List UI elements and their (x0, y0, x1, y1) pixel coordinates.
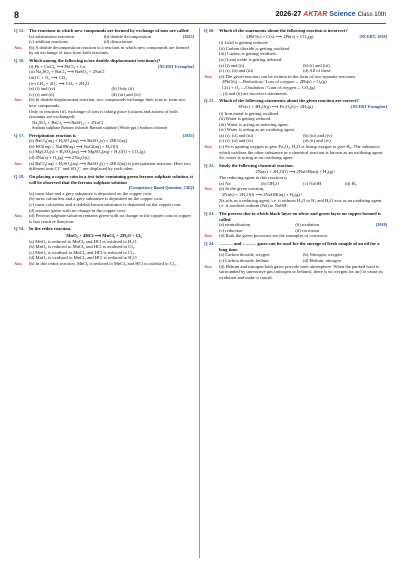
answer-note: Only in reaction (ii), exchange of ions is taking place (cations and anions of both reactants are exchanged). (29, 108, 178, 120)
reaction-item: (iii) C + O₂ ⟶ CO₂ (29, 74, 67, 80)
option: (b) MnO₂ is reduced to MnCl₂ and HCl is oxidised to Cl₂. (29, 244, 136, 250)
answer-text: (b) A double decomposition reaction is a reaction in which new compounds are formed by an exchange of ions from both reactants. (29, 44, 189, 56)
running-header (276, 11, 386, 20)
options (204, 252, 387, 263)
reaction-item: (ii) Na₂SO₄ + BaCl₂ ⟶ BaSO₄ + 2NaCl (29, 69, 105, 75)
option: (c) NaOH (303, 180, 322, 186)
answer-label: Ans. (14, 44, 23, 50)
statement: (i) Iron metal is getting oxidised. (219, 110, 280, 116)
question-number: Q 19. (14, 226, 25, 232)
answer-label: Ans. (204, 144, 213, 150)
reaction-item: (iv) CH₄ + 2O₂ ⟶ CO₂ + 2H₂O (29, 80, 90, 86)
option: (c) MgCO₃(s) + H₂SO₄(aq) ⟶ MgSO₄(aq) + H₂O(l) + CO₂(g) (29, 149, 145, 155)
statement: (iv) Water is acting as an oxidising agent. (219, 127, 296, 133)
right-column (204, 28, 387, 560)
equation-labels: Sodium sulphate Barium chloride Barium sulphate (White ppt.) Sodium chloride (32, 125, 168, 131)
equation: 2PbO(s) + C(s) ⟶ 2Pb(s) + CO₂(g) (246, 34, 314, 40)
option: (b) (iii) and (iv) (303, 132, 332, 138)
question-18 (14, 174, 194, 224)
options (14, 34, 179, 45)
option: (c) (i), (ii) and (iv) (219, 138, 254, 144)
option: (c) turns colourless and a reddish-brown substance is deposited on the copper coin. (29, 201, 182, 207)
answer-text: (c) Fe is gaining oxygen to give Fe₃O₄. H₂O is losing oxygen to give H₂. The substance which oxidises the other substance in a chemical reaction is known as an oxidising agent. So, water is acting as an oxidising agent. (219, 144, 384, 161)
option: (a) MnO₂ is reduced to MnCl₂ and HCl is oxidised to H₂O. (29, 238, 138, 244)
question-text: Study the following chemical reaction. (219, 163, 294, 169)
statement-list (204, 40, 387, 62)
question-text: Which of the statements about the following reaction is incorrect? (219, 28, 348, 33)
question-number: Q 18. (14, 173, 25, 179)
equation: 2Na(s) + 2H₂O(l) ⟶ 2NaOH(aq) + H₂(g)↑ (255, 169, 336, 175)
question-number: Q 21. (204, 98, 215, 104)
question-20 (204, 28, 387, 96)
brand-logo: AKTAR (303, 11, 328, 18)
option: (d) corrosion (295, 227, 320, 233)
header-class: Class 10th (357, 12, 386, 18)
option: (b) OH₂O (261, 180, 280, 186)
sub-question: The reducing agent in this reaction is (219, 175, 288, 181)
source-tag: [NCERT Exemplar] (351, 103, 387, 109)
option: (a) neutralisation (219, 222, 251, 228)
option: (c) (i), (ii) and (iii) (219, 68, 254, 74)
statement: (ii) Water is getting reduced. (219, 116, 272, 122)
page-number: 8 (14, 10, 20, 20)
answer-text: (a) In the given reaction, (219, 186, 265, 192)
question-19 (14, 226, 194, 266)
option: (b) (i) and (iii) (303, 62, 330, 68)
answer-text: (a) BaCl₂(aq) + H₂SO₄(aq) ⟶ BaSO₄(s) + 2HCl(aq) is precipitation reaction. Here two different ions Cl⁻ and SO₄²⁻ are displaced by each other. (29, 160, 191, 172)
answer-label: Ans. (204, 186, 213, 192)
option: (b) turns colourless and a grey substance is deposited on the copper coin. (29, 196, 164, 202)
options (14, 138, 194, 160)
question-21 (204, 98, 387, 161)
option: (c) addition reactions (29, 39, 69, 45)
question-text-span: Precipitation reaction is (29, 132, 76, 138)
options (14, 86, 194, 97)
answer-label: Ans. (14, 213, 23, 219)
header-rule (14, 23, 386, 24)
option: (a) turns blue and a grey substance is deposited on the copper coin. (29, 190, 153, 196)
option: (d) All of these (303, 68, 331, 74)
option: (d) MnO₂ is oxidised to MnCl₂ and HCl is reduced to H₂O. (29, 255, 138, 261)
option: (d) Helium, nitrogen (303, 257, 341, 263)
equation: Na₂SO₄ + BaCl₂ ⟶ BaSO₄↓ + 2NaCl (32, 119, 104, 125)
option: (a) (i) and (ii) (219, 62, 245, 68)
question-text: ……… and ……… gases can be used for the storage of fresh sample of an oil for a long time. (219, 241, 380, 252)
option: (a) (i) and (iv) (29, 86, 56, 92)
answer-label: Ans. (204, 73, 213, 79)
column-divider (199, 28, 200, 558)
answer-text: (b) In double displacement reaction, two compounds exchange their ions to form two new compounds. (29, 97, 186, 108)
question-15 (14, 28, 194, 56)
option: (d) 4Na(s) + O₂(g) ⟶ 2Na₂O(s) (29, 154, 90, 160)
option: (a) substitution reactions (29, 33, 75, 39)
source-tag: [2023] (182, 33, 194, 39)
option: (c) Carbon dioxide, helium (219, 257, 269, 263)
answer-label: Ans. (14, 261, 23, 267)
source-tag: [2018] (375, 222, 387, 228)
question-number: Q 23. (204, 210, 215, 216)
equation: MnO₂ + 4HCl ⟶ MnCl₂ + 2H₂O + Cl₂ (66, 232, 142, 238)
question-text: The process due to which black layer on silver and green layer on copper formed is called (219, 210, 381, 222)
option: (c) reduction (219, 227, 243, 233)
left-column (14, 28, 194, 560)
question-number: Q 16. (14, 58, 25, 64)
answer-label: Ans. (14, 160, 23, 166)
header-subject: Science (329, 11, 356, 18)
question-23 (204, 211, 387, 239)
option: (c) MnO₂ is oxidised to MnCl₂ and HCl is reduced to Cl₂. (29, 249, 136, 255)
answer-label: Ans. (204, 233, 213, 239)
question-22 (204, 163, 387, 209)
source-tag: [NCERT Exemplar] (158, 63, 194, 69)
option: (d) (ii) and (iv) (303, 138, 331, 144)
options (14, 239, 194, 261)
question-24 (204, 241, 387, 280)
option: (a) (i), (ii) and (iii) (219, 132, 254, 138)
equation: 3Fe(s) + 4H₂O(g) ⟶ Fe₃O₄(s) + 4H₂(g) (238, 104, 313, 110)
source-tag: [NCERT, 2019] (359, 33, 387, 39)
question-number: Q 15. (14, 28, 25, 33)
statement: (ii) Carbon dioxide is getting oxidised. (219, 45, 291, 51)
option: (b) double decomposition (103, 33, 152, 39)
statement: (i) Lead is getting reduced. (219, 40, 269, 46)
source-tag: [Competency Based Question, CBQ] (128, 185, 194, 191)
question-17 (14, 133, 194, 172)
option: (d) remains green with no change in the copper coin. (29, 207, 126, 213)
option: (a) BaCl₂(aq) + H₂SO₄(aq) ⟶ BaSO₄(s) + 2HCl(aq) (29, 138, 127, 144)
statement: (iii) Water is acting as reducing agent. (219, 121, 289, 127)
header-year: 2026-27 (275, 11, 302, 18)
question-text: In the redox reaction, (29, 226, 72, 232)
option: (d) (iii) and (iv) (111, 91, 141, 97)
statement: (iv) Lead oxide is getting reduced. (219, 56, 283, 62)
option: (b) Nitrogen, oxygen (303, 252, 342, 258)
reaction-item: (i) Pb + CuCl₂ ⟶ PbCl₂ + Cu (29, 63, 86, 69)
question-number: Q 24. (204, 241, 215, 247)
question-number: Q 22. (204, 163, 215, 169)
question-number: Q 20. (204, 28, 215, 33)
option: (b) HCl(aq) + NaOH(aq) ⟶ NaCl(aq) + H₂O(l) (29, 143, 119, 149)
answer-text: (d) Ferrous sulphate solution remains green with no change in the copper coin as copper is less reactive than iron. (29, 213, 192, 224)
option: (d) dissociation (103, 39, 133, 45)
equation: 2Na(s) + 2H₂O(l) ⟶ 2NaOH(aq) + H₂(g)↑ (222, 192, 303, 197)
answer-text: (d) Both the given processes are the examples of corrosion. (219, 233, 328, 239)
answer-text: (a) The given reaction can be written in the form of two separate reactions (219, 73, 356, 79)
answer-text: (b) In this redox reaction, MnO₂ is reduced to MnCl₂ and HCl is oxidised to Cl₂. (29, 261, 177, 267)
option: (a) Na (219, 180, 231, 186)
statement-list (204, 111, 387, 133)
answer-text: (d) Helium and nitrogen both gases provide inert atmosphere. When the packed food is surrounded by unreactive gas (nitrogen or helium), there is no oxygen (or air) to cause its oxidation and make it rancid. (219, 263, 384, 280)
conclusion: Na acts as a reducing agent, i.e. it reduces H₂O to H₂ and H₂O acts as an oxidising agent i.e. it oxidises sodium (Na) to NaOH. (219, 197, 382, 209)
question-16 (14, 58, 194, 130)
option: (b) Only (ii) (111, 86, 134, 92)
equation-reduction: 2PbO(s) —Reduction / Loss of oxygen→ 2Pb(s) + O₂(g) (222, 79, 327, 85)
question-text: The reactions in which new compounds are formed by exchange of ions are called (29, 28, 189, 33)
question-number: Q 17. (14, 132, 25, 138)
option: (c) (i) and (ii) (29, 91, 55, 97)
answer-label: Ans. (204, 263, 213, 269)
conclusion: ∴ (i) and (ii) are incorrect statements. (219, 90, 288, 96)
options (204, 63, 387, 74)
question-text: Which among the following is/are double displacement reaction(s)? (29, 58, 161, 64)
options (204, 133, 387, 144)
statement: (iii) Carbon is getting oxidised. (219, 51, 277, 57)
answer-label: Ans. (14, 97, 23, 103)
question-text: On placing a copper coin in a test tube containing green ferrous sulphate solution, it will be observed that the ferrous sulphate solution (29, 173, 193, 185)
option: (d) H₂ (345, 180, 357, 186)
options (14, 191, 194, 213)
question-text: Which of the following statements about the given reaction are correct? (219, 98, 359, 104)
option: (a) Carbon dioxide, oxygen (219, 252, 270, 258)
page-header (14, 8, 386, 22)
option: (b) oxidation (295, 222, 320, 228)
options (204, 222, 372, 233)
equation-oxidation: C(s) + O₂ —Oxidation / Gain of oxygen→ CO₂(g) (222, 84, 316, 90)
source-tag: [2025] (182, 132, 194, 138)
